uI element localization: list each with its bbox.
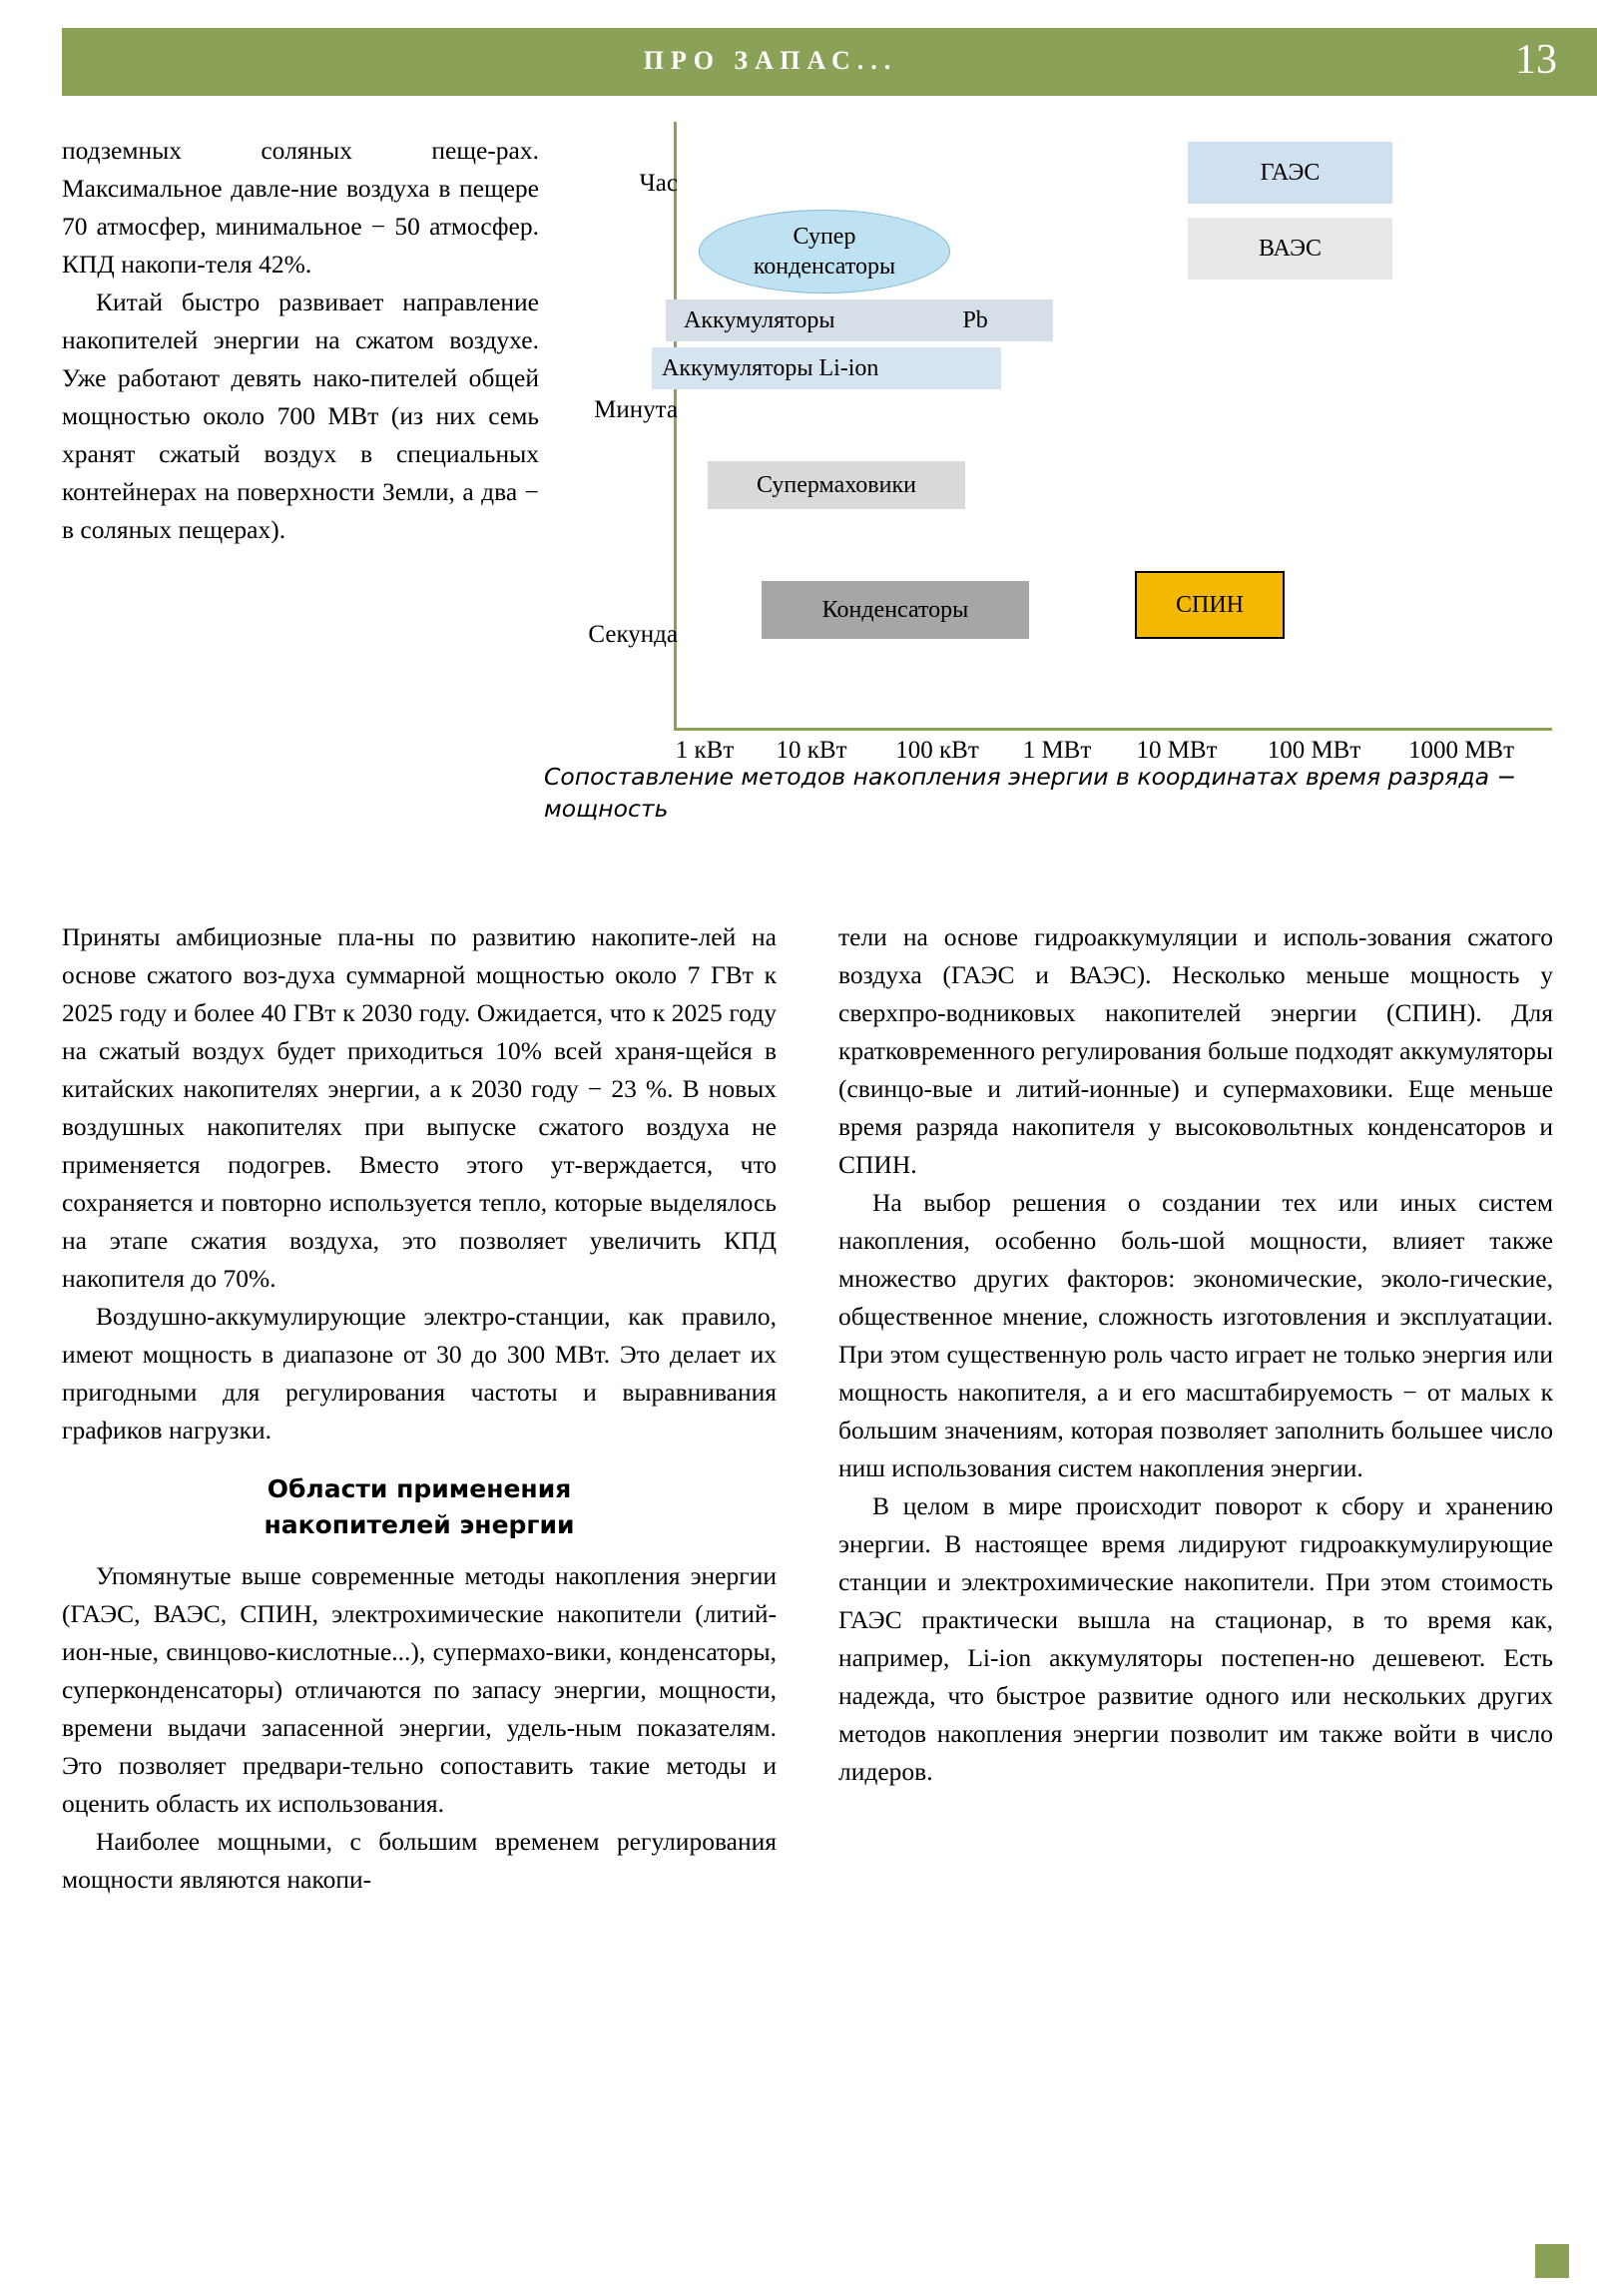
paragraph: Наиболее мощными, с большим временем регулирования мощности являются накопи- (62, 1827, 777, 1894)
chart-item-batteries-liion: Аккумуляторы Li-ion (652, 347, 1001, 389)
left-column (62, 918, 777, 1899)
paragraph: Воздушно-аккумулирующие электро-станции, как правило, имеют мощность в диапазоне от 30 до 300 МВт. Это делает их пригодными для регулирования частоты и выравнивания графиков нагрузки. (62, 1302, 777, 1444)
chart-xtick-10mw: 10 МВт (1136, 737, 1218, 764)
chart-x-axis (674, 728, 1552, 731)
chart-item-flywheels: Супермаховики (708, 461, 965, 509)
left-top-column (62, 132, 539, 549)
paragraph: тели на основе гидроаккумуляции и исполь-зования сжатого воздуха (ГАЭС и ВАЭС). Несколько меньше мощность у сверхпро-водниковых накопителей энергии (СПИН). Для кратковременного регулирования больше подходят аккумуляторы (свинцо-вые и литий-ионные) и супермаховики. Еще меньше время разряда накопителя у высоковольтных конденсаторов и СПИН. (838, 922, 1553, 1179)
paragraph: В целом в мире происходит поворот к сбору и хранению энергии. В настоящее время лидируют гидроаккумулирующие станции и электрохимические накопители. При этом стоимость ГАЭС практически вышла на стационар, в то время как, например, Li-ion аккумуляторы постепен-но дешевеют. Есть надежда, что быстрое развитие одного или нескольких других методов накопления энергии позволит им также войти в число лидеров. (838, 1491, 1553, 1786)
chart-item-gaes: ГАЭС (1188, 142, 1392, 204)
chart-item-spin: СПИН (1135, 571, 1285, 639)
figure-energy-storage-comparison (544, 122, 1552, 821)
paragraph: Приняты амбициозные пла-ны по развитию накопите-лей на основе сжатого воз-духа суммарной мощностью около 7 ГВт к 2025 году и более 40 ГВт к 2030 году. Ожидается, что к 2025 году на сжатый воздух будет приходиться 10% всей храня-щейся в китайских накопителях энергии, а к 2030 году − 23 %. В новых воздушных накопителях при выпуске сжатого воздуха не применяется подогрев. Вместо этого ут-верждается, что сохраняется и повторно используется тепло, которые выделялось на этапе сжатия воздуха, это позволяет увеличить КПД накопителя до 70%. (62, 922, 777, 1293)
chart-xtick-1mw: 1 МВт (1022, 737, 1092, 764)
chart-item-supercapacitors-line1: Супер (793, 224, 856, 250)
chart-item-batteries-pb (666, 299, 1053, 341)
paragraph: Китай быстро развивает направление накопителей энергии на сжатом воздухе. Уже работают девять нако-пителей общей мощностью около 700 МВт (из них семь хранят сжатый воздух в специальных контейнерах на поверхности Земли, а два − в соляных пещерах). (62, 287, 539, 544)
chart-ylabel-second: Секунда (588, 621, 678, 648)
section-subheading-line2: накопителей энергии (264, 1510, 575, 1539)
paragraph: подземных соляных пеще-рах. Максимальное давле-ние воздуха в пещере 70 атмосфер, минимальное − 50 атмосфер. КПД накопи-теля 42%. (62, 136, 539, 279)
page-corner-mark (1535, 2244, 1569, 2278)
figure-caption: Сопоставление методов накопления энергии в координатах время разряда − мощность (544, 763, 1517, 823)
page-number: 13 (1515, 37, 1557, 83)
chart-item-capacitors: Конденсаторы (762, 581, 1029, 639)
chart-item-supercapacitors (699, 210, 950, 293)
chart-ylabel-hour: Час (639, 170, 678, 197)
chart-item-pb-label: Pb (962, 306, 988, 333)
section-subheading (62, 1471, 777, 1543)
chart-item-supercapacitors-line2: конденсаторы (753, 254, 896, 280)
right-column (838, 918, 1553, 1791)
chart-item-batteries-label: Аккумуляторы (684, 306, 835, 333)
chart-xtick-1000mw: 1000 МВт (1407, 737, 1515, 764)
chart-ylabel-minute: Минута (594, 396, 678, 423)
chart-xtick-100kw: 100 кВт (895, 737, 979, 764)
chart-area (544, 122, 1552, 764)
chart-xtick-10kw: 10 кВт (776, 737, 847, 764)
paragraph: На выбор решения о создании тех или иных систем накопления, особенно боль-шой мощности, влияет также множество других факторов: экономические, эколо-гические, общественное мнение, сложность изготовления и эксплуатации. При этом существенную роль часто играет не только энергия или мощность накопителя, а и его масштабируемость − от малых к большим значениям, которая позволяет заполнить большее число ниш использования систем накопления энергии. (838, 1188, 1553, 1482)
page-header-band (62, 28, 1597, 96)
chart-xtick-100mw: 100 МВт (1267, 737, 1361, 764)
chart-item-vaes: ВАЭС (1188, 218, 1392, 280)
page-header-title: ПРО ЗАПАС... (643, 46, 898, 75)
chart-xtick-1kw: 1 кВт (675, 737, 735, 764)
section-subheading-line1: Области применения (266, 1474, 572, 1503)
paragraph: Упомянутые выше современные методы накопления энергии (ГАЭС, ВАЭС, СПИН, электрохимические накопители (литий-ион-ные, свинцово-кислотные...), супермахо-вики, конденсаторы, суперконденсаторы) отличаются по запасу энергии, мощности, времени выдачи запасенной энергии, удель-ным показателям. Это позволяет предвари-тельно сопоставить такие методы и оценить область их использования. (62, 1561, 777, 1818)
